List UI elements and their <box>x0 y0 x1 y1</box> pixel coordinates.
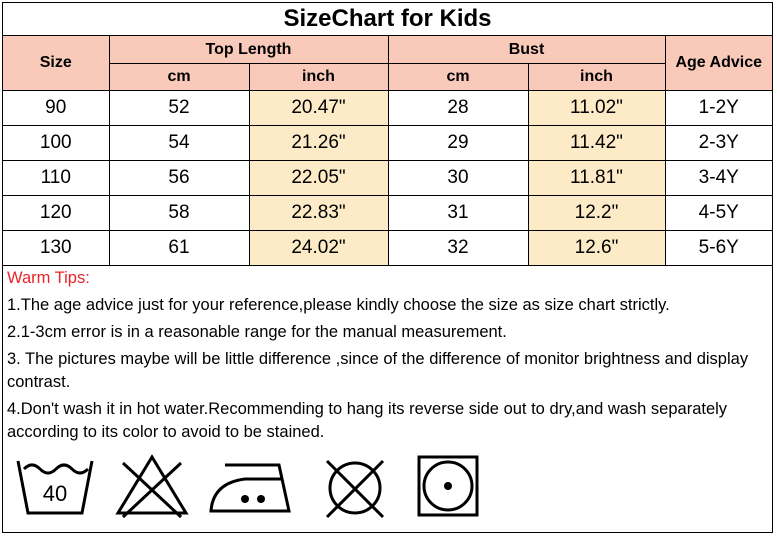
wash-temperature: 40 <box>42 481 68 506</box>
top-cm-cell: 56 <box>109 161 249 196</box>
table-row <box>3 126 772 161</box>
care-icons <box>3 451 772 529</box>
top-length-header: Top Length <box>109 36 388 64</box>
top-inch-header: inch <box>249 64 388 91</box>
age-advice-header: Age Advice <box>665 36 772 91</box>
top-inch-cell: 20.47" <box>249 91 388 126</box>
header-row <box>3 36 772 64</box>
no-bleach-icon <box>113 451 191 519</box>
table-row <box>3 161 772 196</box>
wash-40-icon <box>15 451 95 519</box>
size-cell: 120 <box>3 196 109 231</box>
chart-title: SizeChart for Kids <box>3 3 772 36</box>
size-cell: 110 <box>3 161 109 196</box>
bust-cm-cell: 29 <box>388 126 528 161</box>
age-cell: 4-5Y <box>665 196 772 231</box>
bust-cm-cell: 32 <box>388 231 528 266</box>
bust-cm-cell: 30 <box>388 161 528 196</box>
top-cm-cell: 58 <box>109 196 249 231</box>
size-table <box>3 36 772 266</box>
table-row <box>3 231 772 266</box>
tumble-dry-low-icon <box>413 451 483 521</box>
bust-inch-cell: 12.2" <box>528 196 665 231</box>
table-row <box>3 196 772 231</box>
iron-medium-icon <box>205 451 301 519</box>
size-cell: 130 <box>3 231 109 266</box>
size-cell: 100 <box>3 126 109 161</box>
top-inch-cell: 21.26" <box>249 126 388 161</box>
tip-item: 3. The pictures maybe will be little difference ,since of the difference of monitor brightness and display contrast. <box>7 350 749 391</box>
bust-cm-cell: 28 <box>388 91 528 126</box>
top-inch-cell: 24.02" <box>249 231 388 266</box>
top-inch-cell: 22.05" <box>249 161 388 196</box>
age-cell: 2-3Y <box>665 126 772 161</box>
size-chart-sheet <box>2 2 773 533</box>
no-tumble-dry-icon <box>317 451 393 521</box>
top-inch-cell: 22.83" <box>249 196 388 231</box>
age-cell: 3-4Y <box>665 161 772 196</box>
top-cm-cell: 61 <box>109 231 249 266</box>
bust-cm-cell: 31 <box>388 196 528 231</box>
tip-item: 1.The age advice just for your reference,please kindly choose the size as size chart strictly. <box>7 296 670 314</box>
age-cell: 5-6Y <box>665 231 772 266</box>
bust-cm-header: cm <box>388 64 528 91</box>
top-cm-cell: 54 <box>109 126 249 161</box>
bust-header: Bust <box>388 36 665 64</box>
top-cm-header: cm <box>109 64 249 91</box>
tip-item: 4.Don't wash it in hot water.Recommending to hang its reverse side out to dry,and wash separately according to its color to avoid to be stained. <box>7 400 728 441</box>
bust-inch-cell: 12.6" <box>528 231 665 266</box>
unit-header-row <box>3 64 772 91</box>
warm-tips-heading: Warm Tips: <box>7 269 90 287</box>
bust-inch-cell: 11.02" <box>528 91 665 126</box>
bust-inch-cell: 11.42" <box>528 126 665 161</box>
bust-inch-cell: 11.81" <box>528 161 665 196</box>
age-cell: 1-2Y <box>665 91 772 126</box>
size-cell: 90 <box>3 91 109 126</box>
tip-item: 2.1-3cm error is in a reasonable range for the manual measurement. <box>7 323 507 341</box>
size-header: Size <box>3 36 109 91</box>
warm-tips <box>3 267 772 444</box>
top-cm-cell: 52 <box>109 91 249 126</box>
table-row <box>3 91 772 126</box>
bust-inch-header: inch <box>528 64 665 91</box>
